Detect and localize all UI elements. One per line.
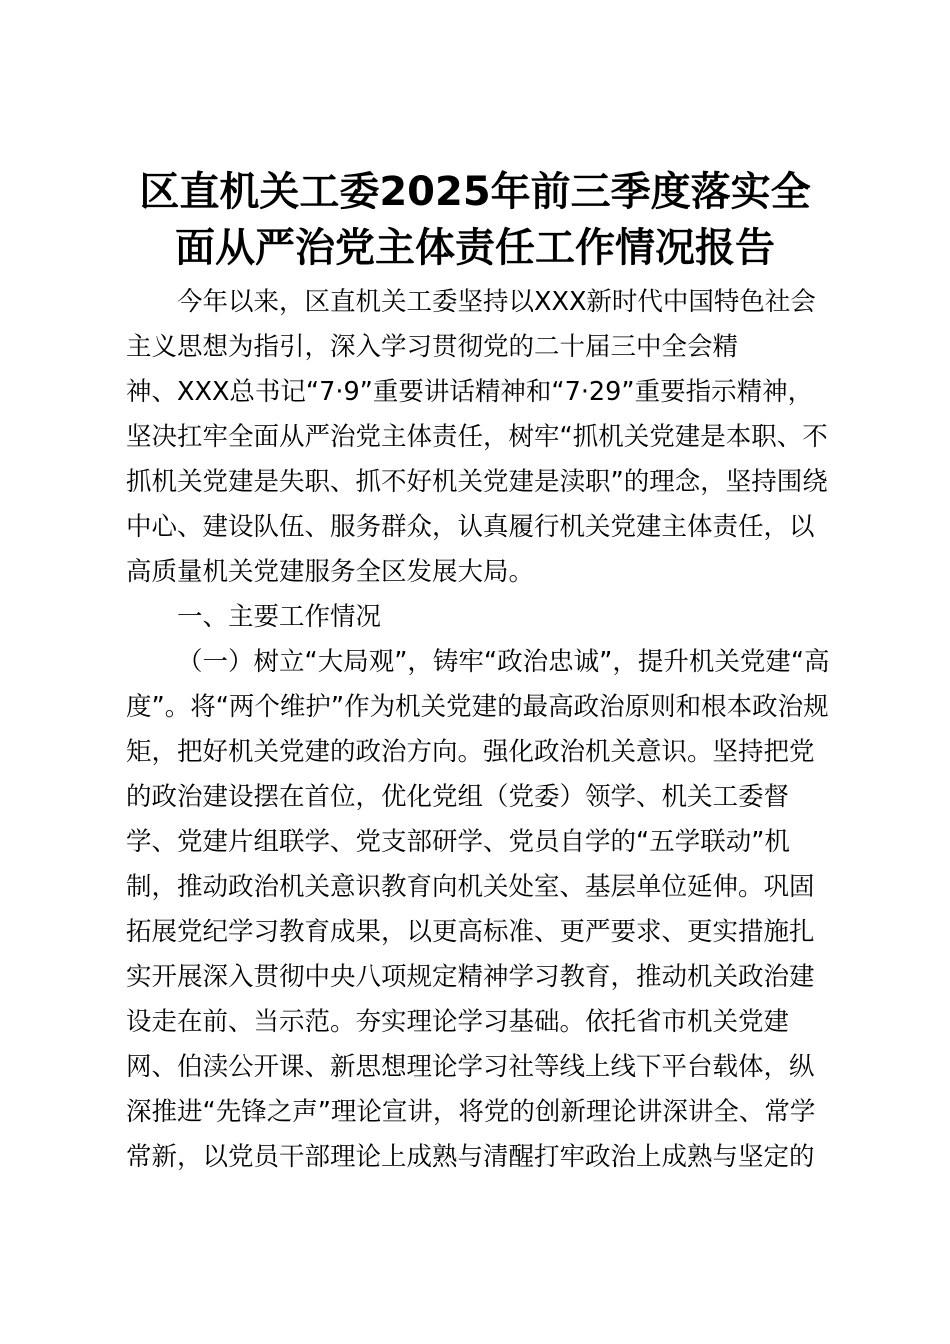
body-line: 拓展党纪学习教育成果，以更高标准、更严要求、更实措施扎: [126, 917, 815, 947]
section-heading: 一、主要工作情况: [177, 602, 382, 632]
body-line: 度”。将“两个维护”作为机关党建的最高政治原则和根本政治规: [126, 692, 829, 722]
body-line: 设走在前、当示范。夯实理论学习基础。依托省市机关党建: [126, 1007, 790, 1037]
body-line: 抓机关党建是失职、抓不好机关党建是渎职”的理念，坚持围绕: [126, 467, 828, 497]
body-line: 今年以来，区直机关工委坚持以XXX新时代中国特色社会: [177, 287, 816, 317]
body-line: 高质量机关党建服务全区发展大局。: [126, 557, 535, 587]
body-line: 坚决扛牢全面从严治党主体责任，树牢“抓机关党建是本职、不: [126, 422, 828, 452]
body-line: 网、伯渎公开课、新思想理论学习社等线上线下平台载体，纵: [126, 1052, 815, 1082]
body-line: 深推进“先锋之声”理论宣讲，将党的创新理论讲深讲全、常学: [126, 1097, 816, 1127]
body-line: 学、党建片组联学、党支部研学、党员自学的“五学联动”机: [126, 827, 790, 857]
subsection-heading-line: （一）树立“大局观”，铸牢“政治忠诚”，提升机关党建“高: [177, 647, 830, 677]
body-line: 主义思想为指引，深入学习贯彻党的二十届三中全会精: [126, 332, 739, 362]
document-title-line-1: 区直机关工委2025年前三季度落实全: [139, 169, 811, 215]
body-line: 制，推动政治机关意识教育向机关处室、基层单位延伸。巩固: [126, 872, 815, 902]
body-line: 矩，把好机关党建的政治方向。强化政治机关意识。坚持把党: [126, 737, 815, 767]
body-line: 常新，以党员干部理论上成熟与清醒打牢政治上成熟与坚定的: [126, 1142, 815, 1172]
body-line: 神、XXX总书记“7·9”重要讲话精神和“7·29”重要指示精神，: [126, 377, 814, 407]
document-title-line-2: 面从严治党主体责任工作情况报告: [175, 225, 775, 271]
body-line: 实开展深入贯彻中央八项规定精神学习教育，推动机关政治建: [126, 962, 815, 992]
body-line: 的政治建设摆在首位，优化党组（党委）领学、机关工委督: [126, 782, 790, 812]
body-line: 中心、建设队伍、服务群众，认真履行机关党建主体责任，以: [126, 512, 815, 542]
document-body: [126, 280, 834, 1180]
